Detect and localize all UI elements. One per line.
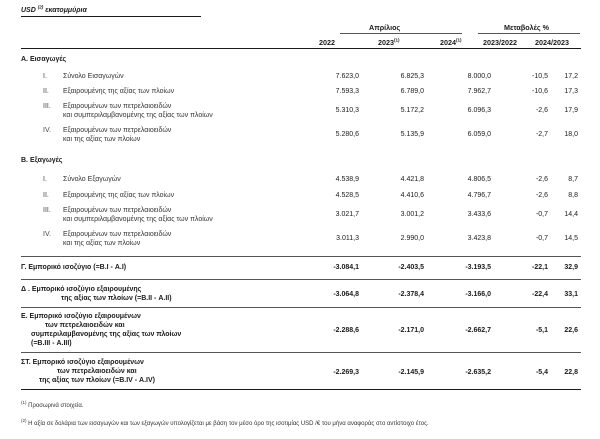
header-year-2023: 2023$^{(1)}$ xyxy=(378,37,400,47)
changes-underline xyxy=(478,33,580,34)
header-changes: Μεταβολές % xyxy=(504,23,549,32)
table-bottom-rule xyxy=(21,389,581,390)
unit-note: (2) xyxy=(37,4,44,10)
header-rule xyxy=(21,48,581,49)
rule-before-balance-st xyxy=(21,352,581,353)
header-change-2: 2024/2023 xyxy=(535,38,569,47)
rule-before-balance-d xyxy=(21,279,581,280)
unit-text: εκατομμύρια xyxy=(45,7,87,14)
unit-caption xyxy=(21,4,201,17)
period-underline xyxy=(340,33,462,34)
header-year-2024: 2024$^{(1)}$ xyxy=(440,37,462,47)
footnote-2: $^{(2)}$ Η αξία σε δολάρια των εισαγωγών και των εξαγωγών υπολογίζεται με βάση τον μέσο όρο της ισοτιμίας USD /€ του μήνα αναφοράς στο αντίστοιχο έτος. xyxy=(21,418,429,427)
rule-before-balance-e xyxy=(21,307,581,308)
header-period: Απρίλιος xyxy=(369,23,401,32)
rule-before-balance-g xyxy=(21,256,581,257)
unit-prefix: USD xyxy=(21,7,36,14)
header-year-2022: 2022 xyxy=(319,38,335,47)
header-change-1: 2023/2022 xyxy=(483,38,517,47)
footnote-1: $^{(1)}$ Προσωρινά στοιχεία. xyxy=(21,400,84,409)
